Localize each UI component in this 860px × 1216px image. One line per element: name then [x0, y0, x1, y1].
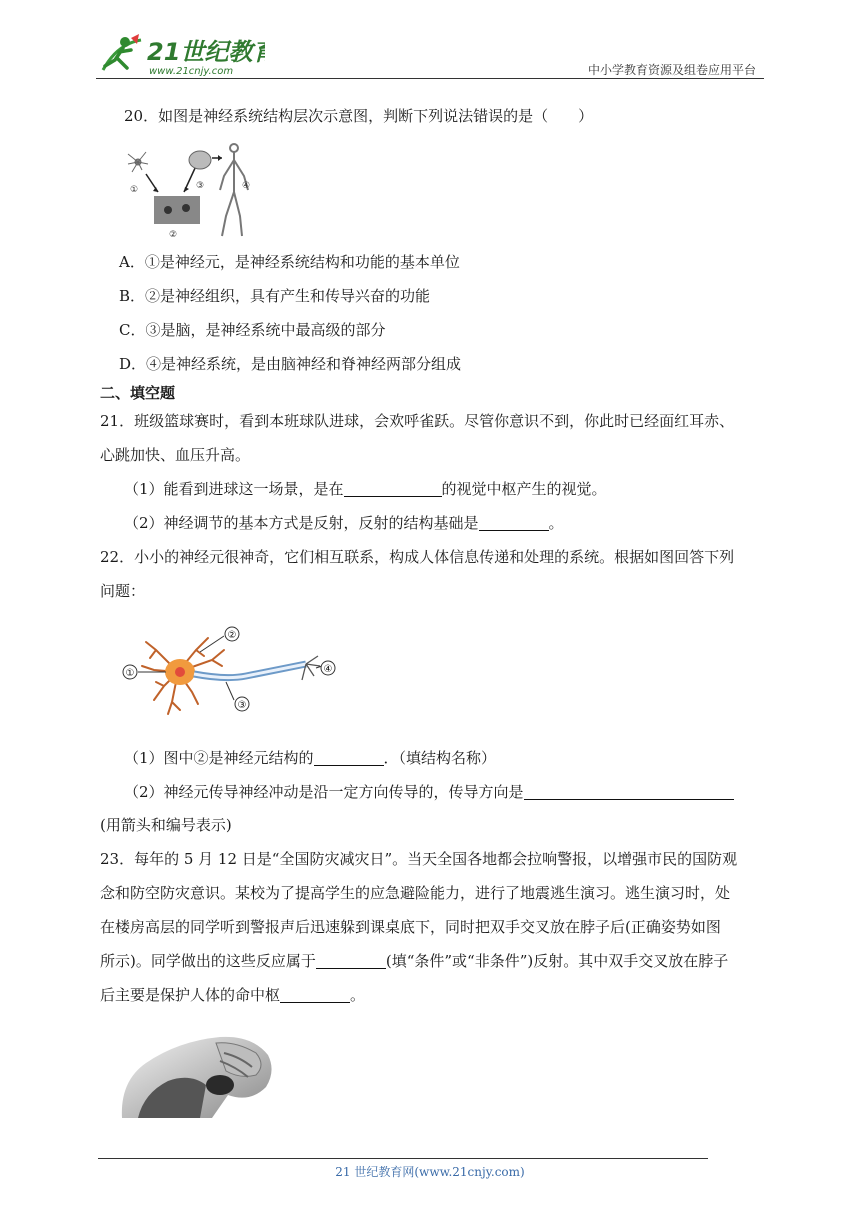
fig22-label-4: ④	[323, 664, 333, 675]
q21-sub2	[124, 513, 564, 533]
q21-sub1	[124, 479, 607, 499]
q20-stem: 20．如图是神经系统结构层次示意图，判断下列说法错误的是（ ）	[124, 107, 594, 125]
q22-sub1-before: （1）图中②是神经元结构的	[124, 749, 314, 767]
q22-sub2	[124, 782, 734, 802]
answer-blank[interactable]	[316, 952, 386, 969]
q23-line1: 23．每年的 5 月 12 日是“全国防灾减灾日”。当天全国各地都会拉响警报，以增强市民的国防观	[100, 850, 738, 868]
footer-divider	[98, 1158, 708, 1159]
q20-option-c: C．③是脑，是神经系统中最高级的部分	[119, 321, 386, 339]
q23-line2: 念和防空防灾意识。某校为了提高学生的应急避险能力，进行了地震逃生演习。逃生演习时，处	[100, 884, 731, 902]
q21-sub1-after: 的视觉中枢产生的视觉。	[441, 480, 607, 498]
answer-blank[interactable]	[344, 480, 442, 497]
header-divider	[96, 78, 764, 79]
section-title: 二、填空题	[100, 384, 176, 402]
fig20-label-4: ④	[242, 181, 251, 191]
q21-sub2-before: （2）神经调节的基本方式是反射，反射的结构基础是	[124, 514, 479, 532]
q21-sub1-before: （1）能看到进球这一场景，是在	[124, 480, 344, 498]
fig22-label-2: ②	[227, 630, 237, 641]
q23-line4-after: (填“条件”或“非条件”)反射。其中双手交叉放在脖子	[385, 952, 729, 970]
q22-sub2-before: （2）神经元传导神经冲动是沿一定方向传导的，传导方向是	[124, 783, 524, 801]
q21-line2: 心跳加快、血压升高。	[100, 446, 251, 464]
q23-line4	[100, 951, 728, 971]
logo-url: www.21cnjy.com	[149, 66, 234, 77]
fig20-label-1: ①	[130, 185, 139, 195]
q20-option-b: B．②是神经组织，具有产生和传导兴奋的功能	[119, 287, 431, 305]
answer-blank[interactable]	[524, 783, 734, 800]
q23-line5	[100, 985, 365, 1005]
platform-name: 中小学教育资源及组卷应用平台	[587, 63, 756, 77]
fig22-label-1: ①	[125, 668, 135, 679]
q20-option-d: D．④是神经系统，是由脑神经和脊神经两部分组成	[119, 355, 462, 373]
q20-figure	[124, 140, 254, 240]
site-logo	[95, 30, 265, 78]
posture-photo	[116, 1023, 276, 1118]
q23-line5-after: 。	[350, 986, 366, 1004]
q22-line1: 22．小小的神经元很神奇，它们相互联系，构成人体信息传递和处理的系统。根据如图回答下列	[100, 548, 735, 566]
q22-sub1	[124, 748, 496, 768]
fig20-label-2: ②	[169, 230, 178, 240]
q21-sub2-after: 。	[548, 514, 564, 532]
answer-blank[interactable]	[314, 749, 384, 766]
answer-blank[interactable]	[479, 514, 549, 531]
q21-line1: 21．班级篮球赛时，看到本班球队进球，会欢呼雀跃。尽管你意识不到，你此时已经面红耳赤、	[100, 412, 735, 430]
q23-line5-before: 后主要是保护人体的命中枢	[100, 986, 281, 1004]
neuron-figure	[116, 620, 346, 720]
logo-text: 21世纪教育	[147, 38, 265, 66]
q23-line4-before: 所示)。同学做出的这些反应属于	[100, 952, 316, 970]
answer-blank[interactable]	[280, 986, 350, 1003]
q20-option-a: A．①是神经元，是神经系统结构和功能的基本单位	[119, 253, 460, 271]
fig22-label-3: ③	[237, 700, 247, 711]
fig20-label-3: ③	[196, 181, 205, 191]
footer-text: 21 世纪教育网(www.21cnjy.com)	[335, 1165, 525, 1179]
q22-line2: 问题：	[100, 582, 146, 600]
q22-sub2-note: (用箭头和编号表示)	[100, 816, 232, 834]
q22-sub1-after: ．（填结构名称）	[383, 749, 497, 767]
q23-line3: 在楼房高层的同学听到警报声后迅速躲到课桌底下，同时把双手交叉放在脖子后(正确姿势如图	[100, 918, 721, 936]
